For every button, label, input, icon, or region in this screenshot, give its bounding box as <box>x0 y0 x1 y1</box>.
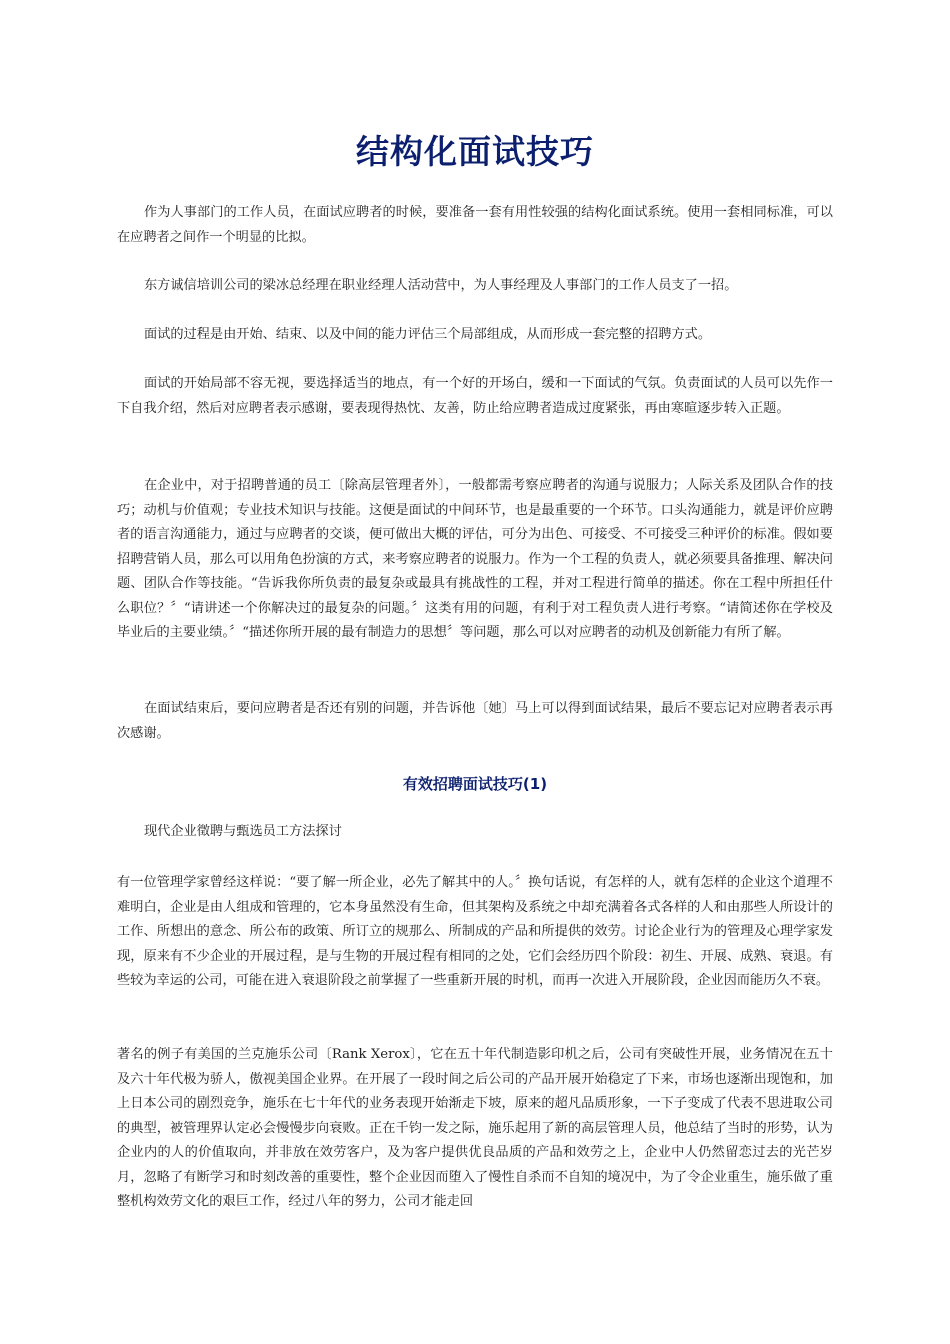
paragraph-trainer: 东方诚信培训公司的梁冰总经理在职业经理人活动营中，为人事经理及人事部门的工作人员支了一招。 <box>144 278 738 293</box>
paragraph-rank-xerox: 著名的例子有美国的兰克施乐公司〔Rank Xerox〕，它在五十年代制造影印机之后，公司有突破性开展，业务情况在五十及六十年代极为骄人，傲视美国企业界。在开展了一段时间之后公司的产品开展开始稳定了下来，市场也逐渐出现饱和，加上日本公司的剧烈竞争，施乐在七十年代的业务表现开始渐走下坡，原来的超凡品质形象，一下子变成了代表不思进取公司的典型，被管理界认定必会慢慢步向衰败。正在千钧一发之际，施乐起用了新的高层管理人员，他总结了当时的形势，认为企业内的人的价值取向，并非放在效劳客户，及为客户提供优良品质的产品和效劳之上，企业中人仍然留恋过去的光芒岁月，忽略了有断学习和时刻改善的重要性，整个企业因而堕入了慢性自杀而不自知的境况中，为了令企业重生，施乐做了重整机构效劳文化的艰巨工作，经过八年的努力，公司才能走回 <box>117 1047 833 1209</box>
paragraph-ending: 在面试结束后，要问应聘者是否还有别的问题，并告诉他〔她〕马上可以得到面试结果，最后不要忘记对应聘者表示再次感谢。 <box>117 701 833 741</box>
paragraph-management-quote: 有一位管理学家曾经这样说：“要了解一所企业，必先了解其中的人。〞换句话说，有怎样的人，就有怎样的企业这个道理不难明白，企业是由人组成和管理的，它本身虽然没有生命，但其架构及系统之中却充满着各式各样的人和由那些人所设计的工作、所想出的意念、所公布的政策、所订立的规那么、所制成的产品和所提供的效劳。讨论企业行为的管理及心理学家发现，原来有不少企业的开展过程，是与生物的开展过程有相同的之处，它们会经历四个阶段：初生、开展、成熟、衰退。有些较为幸运的公司，可能在进入衰退阶段之前掌握了一些重新开展的时机，而再一次进入开展阶段，企业因而能历久不衰。 <box>117 875 833 988</box>
paragraph-intro: 作为人事部门的工作人员，在面试应聘者的时候，要准备一套有用性较强的结构化面试系统。使用一套相同标准，可以在应聘者之间作一个明显的比拟。 <box>117 205 833 245</box>
section-intro: 现代企业徵聘与甄选员工方法探讨 <box>144 824 342 839</box>
paragraph-process: 面试的过程是由开始、结束、以及中间的能力评估三个局部组成，从而形成一套完整的招聘方式。 <box>144 327 712 342</box>
paragraph-middle: 在企业中，对于招聘普通的员工〔除高层管理者外〕，一般都需考察应聘者的沟通与说服力；人际关系及团队合作的技巧；动机与价值观；专业技术知识与技能。这便是面试的中间环节，也是最重要的一个环节。口头沟通能力，就是评价应聘者的语言沟通能力，通过与应聘者的交谈，便可做出大概的评估，可分为出色、可接受、不可接受三种评价的标准。假如要招聘营销人员，那么可以用角色扮演的方式，来考察应聘者的说服力。作为一个工程的负责人，就必须要具备推理、解决问题、团队合作等技能。“告诉我你所负责的最复杂或最具有挑战性的工程，并对工程进行简单的描述。你在工程中所担任什么职位？〞“请讲述一个你解决过的最复杂的问题。〞这类有用的问题，有利于对工程负责人进行考察。“请简述你在学校及毕业后的主要业绩。〞“描述你所开展的最有制造力的思想〞等问题，那么可以对应聘者的动机及创新能力有所了解。 <box>117 478 833 640</box>
section-subtitle: 有效招聘面试技巧(1) <box>402 775 548 793</box>
paragraph-opening: 面试的开始局部不容无视，要选择适当的地点，有一个好的开场白，缓和一下面试的气氛。负责面试的人员可以先作一下自我介绍，然后对应聘者表示感谢，要表现得热忱、友善，防止给应聘者造成过度紧张，再由寒暄逐步转入正题。 <box>117 376 833 416</box>
document-title: 结构化面试技巧 <box>356 132 594 171</box>
